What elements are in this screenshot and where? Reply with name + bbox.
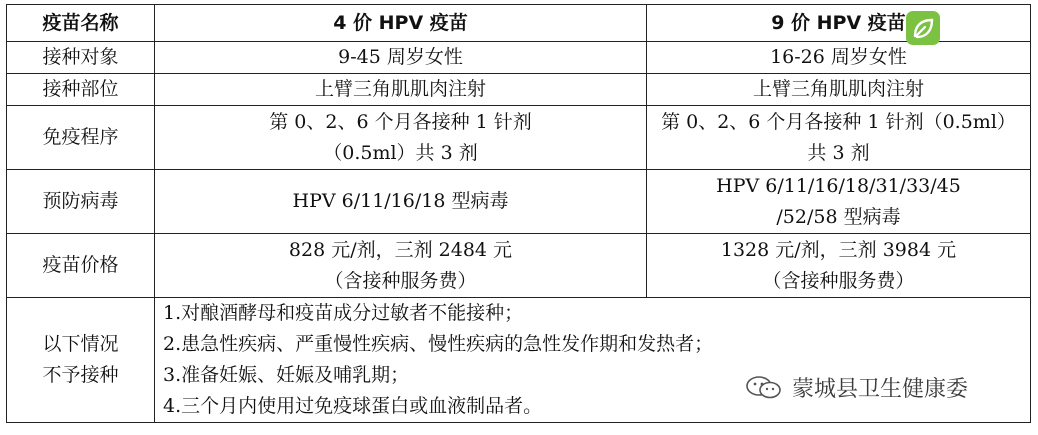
row-label: [7, 298, 155, 423]
leaf-badge-icon: [906, 11, 940, 45]
cell-line: 1328 元/剂，三剂 3984 元: [720, 238, 957, 261]
list-item: 1.对酿酒酵母和疫苗成分过敏者不能接种；: [163, 302, 524, 324]
cell-line: 以下情况: [42, 333, 119, 355]
cell-9-valent: [647, 234, 1031, 298]
cell-line: 共 3 剂: [807, 141, 870, 164]
cell-line: （含接种服务费）: [762, 269, 915, 292]
cell-4-valent: 上臂三角肌肌肉注射: [155, 74, 647, 106]
account-watermark: [744, 372, 968, 402]
cell-line: 第 0、2、6 个月各接种 1 针剂: [269, 110, 532, 133]
list-item: 4.三个月内使用过免疫球蛋白或血液制品者。: [163, 395, 543, 417]
contraindication-list: [155, 298, 1031, 423]
table-header-row: [7, 5, 1031, 42]
cell-line: HPV 6/11/16/18/31/33/45: [716, 174, 961, 197]
table-row-site: [7, 74, 1031, 106]
table-row-target: [7, 42, 1031, 74]
table-row-schedule: [7, 106, 1031, 170]
row-label: 预防病毒: [7, 170, 155, 234]
cell-9-valent: [647, 106, 1031, 170]
cell-4-valent: [155, 234, 647, 298]
cell-4-valent: HPV 6/11/16/18 型病毒: [155, 170, 647, 234]
table-row-price: [7, 234, 1031, 298]
row-label: 免疫程序: [7, 106, 155, 170]
hpv-vaccine-comparison-table: [6, 4, 1031, 423]
wechat-icon: [744, 374, 784, 400]
cell-9-valent: 上臂三角肌肌肉注射: [647, 74, 1031, 106]
cell-9-valent: [647, 170, 1031, 234]
cell-line: 第 0、2、6 个月各接种 1 针剂（0.5ml）: [661, 110, 1016, 133]
cell-line: /52/58 型病毒: [776, 205, 901, 228]
cell-4-valent: [155, 106, 647, 170]
row-label: 疫苗价格: [7, 234, 155, 298]
list-item: 3.准备妊娠、妊娠及哺乳期；: [163, 364, 410, 386]
header-4-valent: 4 价 HPV 疫苗: [155, 5, 647, 42]
row-label: 接种对象: [7, 42, 155, 74]
table-row-virus: [7, 170, 1031, 234]
account-name: 蒙城县卫生健康委: [792, 376, 969, 402]
cell-9-valent: 16-26 周岁女性: [647, 42, 1031, 74]
row-label: 接种部位: [7, 74, 155, 106]
cell-line: 828 元/剂，三剂 2484 元: [288, 238, 513, 261]
header-9-valent: 9 价 HPV 疫苗: [647, 5, 1031, 42]
cell-4-valent: 9-45 周岁女性: [155, 42, 647, 74]
cell-line: 不予接种: [42, 364, 119, 386]
table-row-contraindications: [7, 298, 1031, 423]
header-vaccine-name: 疫苗名称: [7, 5, 155, 42]
list-item: 2.患急性疾病、严重慢性疾病、慢性疾病的急性发作期和发热者；: [163, 333, 714, 355]
cell-line: （含接种服务费）: [324, 269, 477, 292]
cell-line: （0.5ml）共 3 剂: [323, 141, 478, 164]
